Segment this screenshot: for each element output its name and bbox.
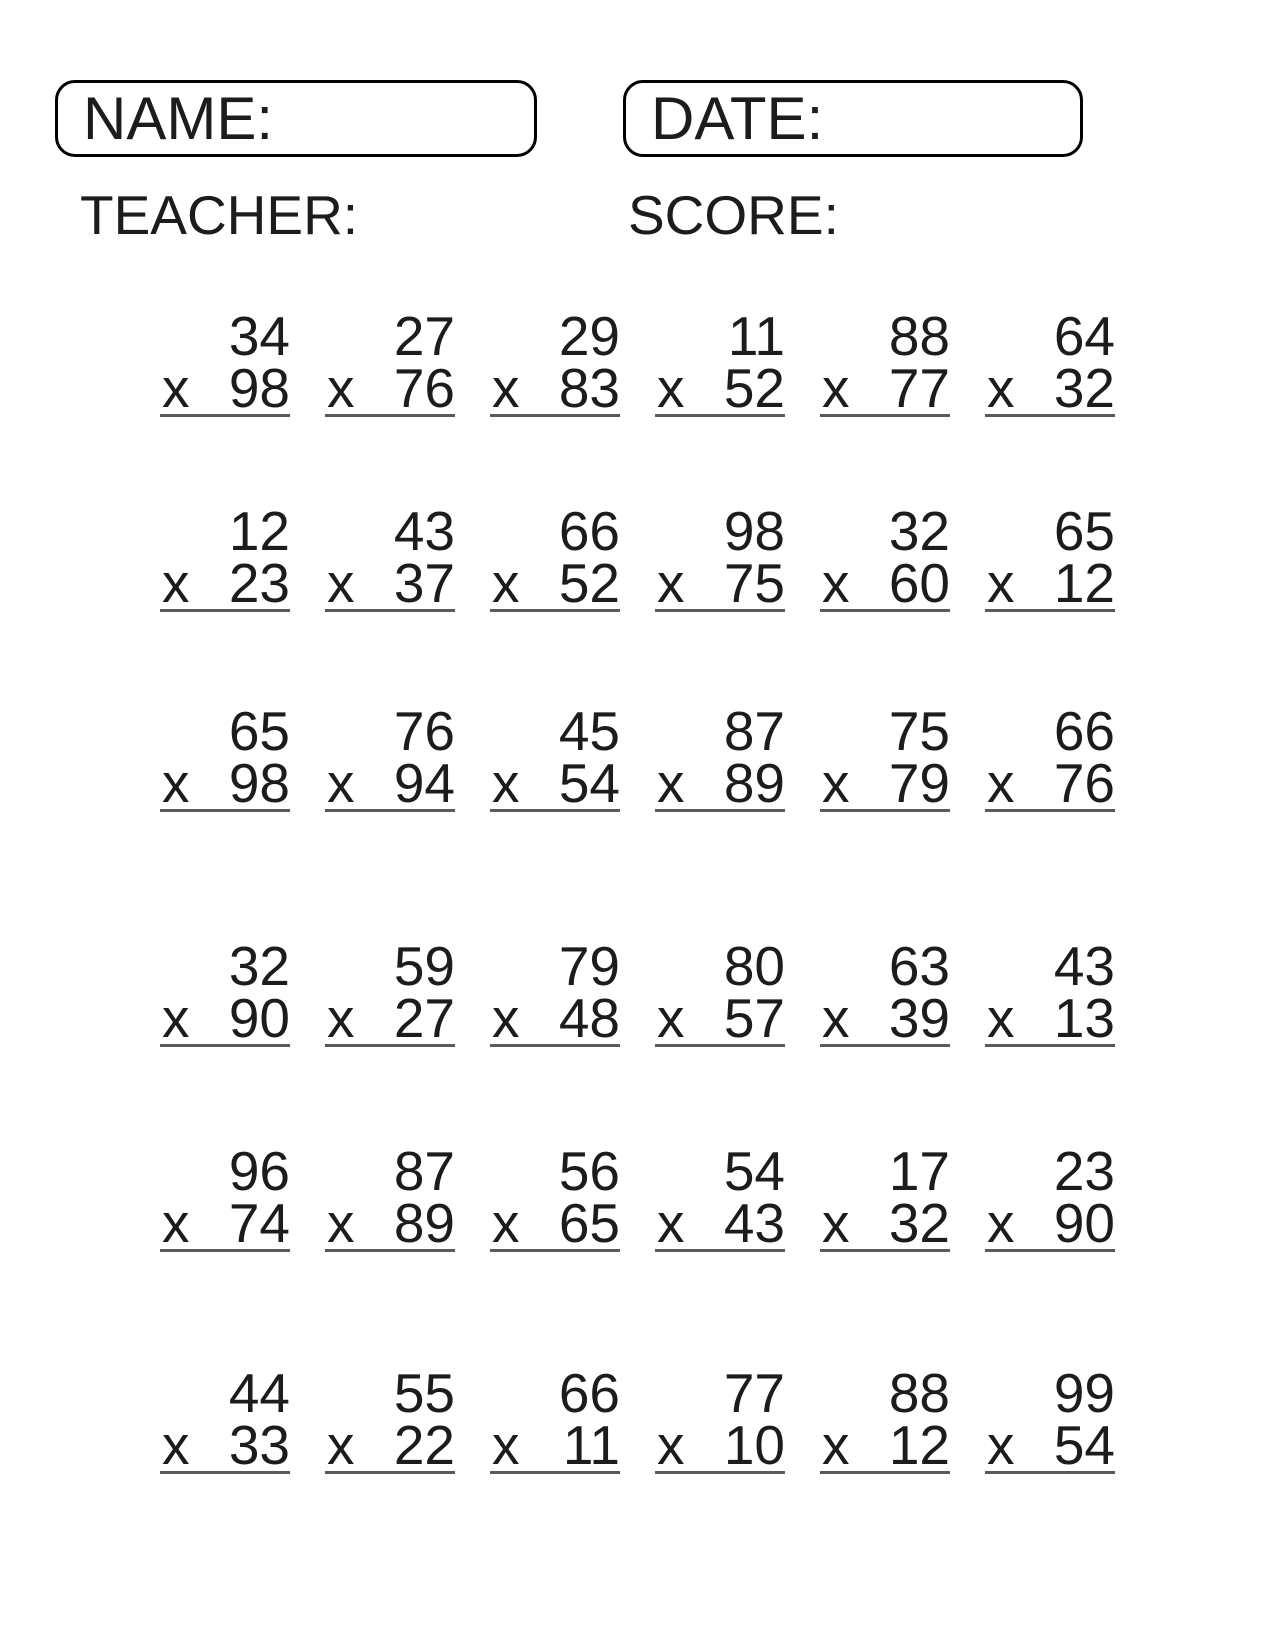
multiplier-line — [160, 1192, 290, 1254]
multiply-operator: x — [987, 1192, 1015, 1254]
multiply-operator: x — [162, 552, 190, 614]
problem-row — [160, 1140, 1115, 1254]
multiplier-line — [655, 987, 785, 1049]
multiply-operator: x — [492, 752, 520, 814]
multiplier: 32 — [888, 1192, 950, 1254]
multiplier-line — [820, 1192, 950, 1254]
multiplier: 12 — [1053, 552, 1115, 614]
multiply-operator: x — [327, 1192, 355, 1254]
multiplicand: 96 — [228, 1140, 290, 1202]
multiplier: 33 — [228, 1414, 290, 1476]
date-field-box[interactable] — [623, 80, 1083, 157]
multiplier: 23 — [228, 552, 290, 614]
multiplication-problem — [985, 935, 1115, 1049]
name-field-box[interactable] — [55, 80, 537, 157]
multiplier: 90 — [1053, 1192, 1115, 1254]
multiplicand: 76 — [393, 700, 455, 762]
multiplication-problem — [820, 700, 950, 814]
multiply-operator: x — [162, 1414, 190, 1476]
multiplier: 65 — [558, 1192, 620, 1254]
multiplier: 89 — [393, 1192, 455, 1254]
multiplication-problem — [490, 500, 620, 614]
multiplicand: 43 — [1053, 935, 1115, 997]
multiplicand: 43 — [393, 500, 455, 562]
multiplier: 43 — [723, 1192, 785, 1254]
multiplier: 79 — [888, 752, 950, 814]
multiplication-problem — [325, 1140, 455, 1254]
multiplier: 76 — [393, 357, 455, 419]
multiplier: 10 — [723, 1414, 785, 1476]
multiplier-line — [820, 357, 950, 419]
multiplicand: 55 — [393, 1362, 455, 1424]
multiplicand: 79 — [558, 935, 620, 997]
multiplier-line — [490, 1414, 620, 1476]
multiplier: 90 — [228, 987, 290, 1049]
multiplier-line — [655, 1414, 785, 1476]
multiply-operator: x — [657, 1192, 685, 1254]
multiply-operator: x — [657, 1414, 685, 1476]
problem-row — [160, 935, 1115, 1049]
multiply-operator: x — [987, 987, 1015, 1049]
problem-row — [160, 1362, 1115, 1476]
multiplier: 48 — [558, 987, 620, 1049]
multiplication-problem — [985, 700, 1115, 814]
multiplication-problem — [655, 305, 785, 419]
multiplicand: 98 — [723, 500, 785, 562]
multiplication-problem — [325, 935, 455, 1049]
multiplicand: 87 — [723, 700, 785, 762]
multiplicand: 65 — [1053, 500, 1115, 562]
multiplication-problem — [160, 500, 290, 614]
multiply-operator: x — [822, 357, 850, 419]
multiply-operator: x — [987, 1414, 1015, 1476]
multiplier-line — [490, 357, 620, 419]
multiplier: 39 — [888, 987, 950, 1049]
multiplication-problem — [820, 935, 950, 1049]
multiplier-line — [325, 552, 455, 614]
multiply-operator: x — [822, 752, 850, 814]
multiplication-problem — [490, 305, 620, 419]
multiplicand: 88 — [888, 1362, 950, 1424]
multiplier-line — [985, 1414, 1115, 1476]
multiplication-problem — [820, 305, 950, 419]
multiply-operator: x — [327, 987, 355, 1049]
multiplicand: 17 — [888, 1140, 950, 1202]
multiplication-problem — [820, 1140, 950, 1254]
multiplier-line — [160, 752, 290, 814]
multiplier: 94 — [393, 752, 455, 814]
multiplication-problem — [655, 935, 785, 1049]
multiplier: 57 — [723, 987, 785, 1049]
multiplier: 54 — [1053, 1414, 1115, 1476]
multiplicand: 32 — [228, 935, 290, 997]
multiplicand: 29 — [558, 305, 620, 367]
multiply-operator: x — [822, 1414, 850, 1476]
multiplier-line — [490, 552, 620, 614]
multiplication-problem — [985, 305, 1115, 419]
multiplicand: 80 — [723, 935, 785, 997]
multiply-operator: x — [492, 357, 520, 419]
multiplication-problem — [820, 500, 950, 614]
multiplier: 22 — [393, 1414, 455, 1476]
multiply-operator: x — [657, 987, 685, 1049]
multiply-operator: x — [987, 552, 1015, 614]
multiplicand: 56 — [558, 1140, 620, 1202]
multiplier-line — [325, 1192, 455, 1254]
multiply-operator: x — [987, 752, 1015, 814]
multiplicand: 34 — [228, 305, 290, 367]
multiplication-problem — [655, 1140, 785, 1254]
multiplier-line — [985, 752, 1115, 814]
multiply-operator: x — [657, 752, 685, 814]
multiplication-problem — [325, 305, 455, 419]
multiplier-line — [490, 752, 620, 814]
multiplier-line — [985, 552, 1115, 614]
multiplicand: 66 — [558, 1362, 620, 1424]
multiplier-line — [820, 752, 950, 814]
multiplier: 52 — [558, 552, 620, 614]
multiplier: 74 — [228, 1192, 290, 1254]
multiplication-problem — [490, 1362, 620, 1476]
multiplier-line — [325, 987, 455, 1049]
multiplier-line — [160, 357, 290, 419]
multiplication-problem — [490, 700, 620, 814]
multiplication-problem — [160, 305, 290, 419]
multiplier: 89 — [723, 752, 785, 814]
multiply-operator: x — [162, 987, 190, 1049]
multiplier: 52 — [723, 357, 785, 419]
multiplication-problem — [325, 500, 455, 614]
multiply-operator: x — [162, 752, 190, 814]
multiplicand: 64 — [1053, 305, 1115, 367]
multiplier-line — [985, 987, 1115, 1049]
multiplier: 11 — [562, 1414, 620, 1476]
multiplier-line — [985, 1192, 1115, 1254]
multiplier-line — [490, 1192, 620, 1254]
problem-row — [160, 700, 1115, 814]
multiplication-problem — [985, 1362, 1115, 1476]
multiplication-problem — [985, 500, 1115, 614]
multiplicand: 66 — [1053, 700, 1115, 762]
multiply-operator: x — [162, 357, 190, 419]
multiply-operator: x — [327, 752, 355, 814]
multiplicand: 75 — [888, 700, 950, 762]
multiplicand: 65 — [228, 700, 290, 762]
multiply-operator: x — [657, 357, 685, 419]
multiply-operator: x — [327, 1414, 355, 1476]
multiplier: 60 — [888, 552, 950, 614]
multiplier: 75 — [723, 552, 785, 614]
multiplier: 13 — [1053, 987, 1115, 1049]
multiply-operator: x — [987, 357, 1015, 419]
date-label: DATE: — [651, 84, 824, 152]
multiplicand: 99 — [1053, 1362, 1115, 1424]
multiplicand: 23 — [1053, 1140, 1115, 1202]
multiply-operator: x — [327, 357, 355, 419]
multiplicand: 32 — [888, 500, 950, 562]
multiplicand: 27 — [393, 305, 455, 367]
multiplier-line — [325, 357, 455, 419]
multiplier-line — [655, 1192, 785, 1254]
multiplicand: 45 — [558, 700, 620, 762]
multiplier: 27 — [393, 987, 455, 1049]
multiplier: 37 — [393, 552, 455, 614]
multiplier: 83 — [558, 357, 620, 419]
multiplier: 54 — [558, 752, 620, 814]
multiplication-problem — [160, 1140, 290, 1254]
multiplication-problem — [655, 700, 785, 814]
multiplication-problem — [820, 1362, 950, 1476]
multiplicand: 87 — [393, 1140, 455, 1202]
multiply-operator: x — [492, 1192, 520, 1254]
multiply-operator: x — [327, 552, 355, 614]
multiplicand: 63 — [888, 935, 950, 997]
multiply-operator: x — [657, 552, 685, 614]
multiplier-line — [820, 1414, 950, 1476]
name-label: NAME: — [83, 84, 274, 152]
multiplier-line — [160, 1414, 290, 1476]
multiplier-line — [655, 752, 785, 814]
multiplier-line — [325, 752, 455, 814]
multiplicand: 44 — [228, 1362, 290, 1424]
multiply-operator: x — [492, 1414, 520, 1476]
problem-row — [160, 305, 1115, 419]
multiplicand: 88 — [888, 305, 950, 367]
multiplier-line — [160, 987, 290, 1049]
multiplication-problem — [985, 1140, 1115, 1254]
multiplicand: 12 — [228, 500, 290, 562]
multiply-operator: x — [822, 987, 850, 1049]
multiplication-problem — [655, 1362, 785, 1476]
multiplier-line — [160, 552, 290, 614]
multiplication-problem — [325, 1362, 455, 1476]
multiplier-line — [985, 357, 1115, 419]
multiplier: 98 — [228, 357, 290, 419]
multiplication-problem — [325, 700, 455, 814]
multiplier-line — [325, 1414, 455, 1476]
multiplier: 12 — [888, 1414, 950, 1476]
multiplication-problem — [655, 500, 785, 614]
multiplicand: 54 — [723, 1140, 785, 1202]
multiplication-problem — [490, 935, 620, 1049]
multiplication-problem — [490, 1140, 620, 1254]
problem-row — [160, 500, 1115, 614]
multiplier: 32 — [1053, 357, 1115, 419]
multiply-operator: x — [822, 552, 850, 614]
multiply-operator: x — [822, 1192, 850, 1254]
multiplier: 77 — [888, 357, 950, 419]
multiply-operator: x — [492, 987, 520, 1049]
multiplier-line — [655, 552, 785, 614]
multiplier: 98 — [228, 752, 290, 814]
multiplier-line — [490, 987, 620, 1049]
multiplicand: 66 — [558, 500, 620, 562]
multiplier-line — [820, 552, 950, 614]
multiplicand: 11 — [727, 305, 785, 367]
multiplier-line — [820, 987, 950, 1049]
multiplication-problem — [160, 1362, 290, 1476]
multiply-operator: x — [162, 1192, 190, 1254]
multiply-operator: x — [492, 552, 520, 614]
score-label: SCORE: — [628, 184, 839, 246]
multiplication-problem — [160, 935, 290, 1049]
multiplicand: 59 — [393, 935, 455, 997]
teacher-label: TEACHER: — [80, 184, 359, 246]
multiplier: 76 — [1053, 752, 1115, 814]
multiplier-line — [655, 357, 785, 419]
multiplication-problem — [160, 700, 290, 814]
multiplicand: 77 — [723, 1362, 785, 1424]
